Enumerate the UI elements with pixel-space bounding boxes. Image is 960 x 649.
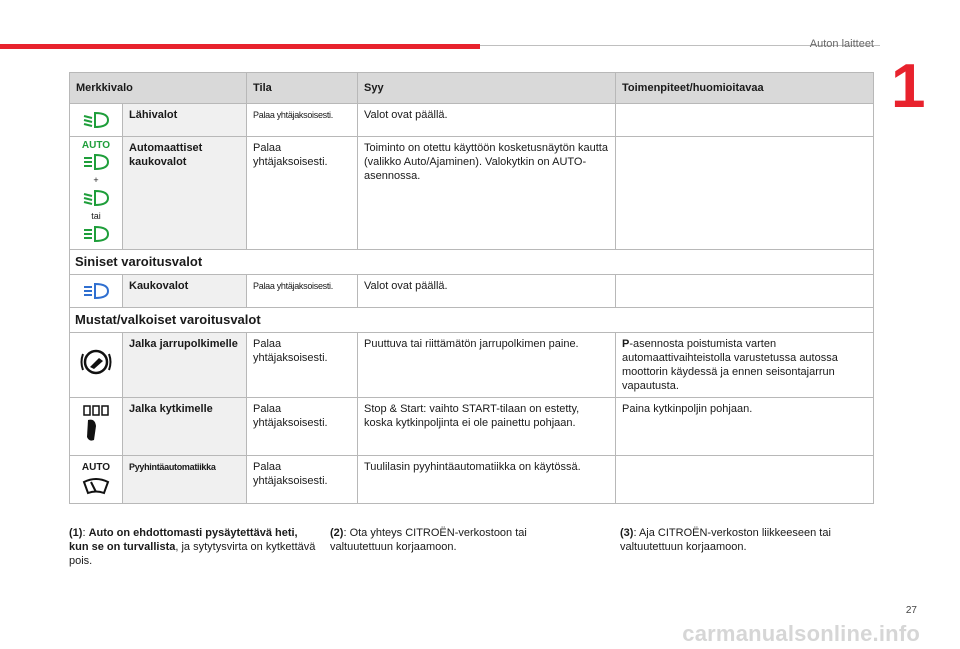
row-state: Palaa yhtäjaksoisesti. <box>247 104 358 137</box>
footnote-1-ref: (1) <box>69 527 83 539</box>
footnote-2-text: : Ota yhteys CITROËN-verkostoon tai valtuutettuun korjaamoon. <box>330 527 527 553</box>
chapter-number: 1 <box>891 52 926 121</box>
table-header-row <box>70 73 874 104</box>
low-beam-icon <box>81 189 111 207</box>
row-name: Jalka jarrupolkimelle <box>123 333 247 398</box>
header-tila: Tila <box>247 73 358 104</box>
table-row <box>70 275 874 308</box>
footnote-3 <box>620 526 870 554</box>
header-merkkivalo: Merkkivalo <box>70 73 247 104</box>
row-action-text: -asennosta poistumista varten automaattivaihteistolla varustetussa autossa moottorin käydessä ja ennen seisontajarrun vapautusta. <box>622 338 838 392</box>
row-action <box>616 333 874 398</box>
row-action <box>616 456 874 504</box>
header-toimenpiteet: Toimenpiteet/huomioitavaa <box>616 73 874 104</box>
watermark: carmanualsonline.info <box>682 621 920 646</box>
foot-clutch-cell <box>70 398 123 456</box>
table-row <box>70 104 874 137</box>
section-row <box>70 308 874 333</box>
auto-wiper-icon <box>81 476 111 496</box>
row-cause: Stop & Start: vaihto START-tilaan on estetty, koska kytkinpoljinta ei ole painettu pohjaan. <box>358 398 616 456</box>
high-beam-cell <box>70 275 123 308</box>
section-title-siniset: Siniset varoitusvalot <box>70 250 874 275</box>
row-action <box>616 137 874 250</box>
footnote-1-text: , ja sytytysvirta on kytkettävä pois. <box>69 541 316 567</box>
row-state: Palaa yhtäjaksoisesti. <box>247 398 358 456</box>
plus-label: + <box>93 175 99 185</box>
foot-brake-icon <box>79 345 113 379</box>
section-row <box>70 250 874 275</box>
row-name: Pyyhintäautomatiikka <box>123 456 247 504</box>
table-row <box>70 333 874 398</box>
warning-lights-table <box>69 72 874 504</box>
footnote-1-bold: Auto on ehdottomasti pysäytettävä heti, kun se on turvallista <box>69 527 298 553</box>
auto-high-beam-icon <box>81 153 111 171</box>
row-name: Automaattiset kaukovalot <box>123 137 247 250</box>
section-title: Auton laitteet <box>809 38 874 50</box>
table-row <box>70 137 874 250</box>
row-action <box>616 275 874 308</box>
auto-wiper-cell <box>70 456 123 504</box>
foot-clutch-icon <box>79 404 113 444</box>
row-name: Kaukovalot <box>123 275 247 308</box>
low-beam-icon <box>81 110 111 130</box>
row-cause: Toiminto on otettu käyttöön kosketusnäytön kautta (valikko Auto/Ajaminen). Valokytkin on AUTO-asennossa. <box>358 137 616 250</box>
auto-high-beam-cell <box>70 137 123 250</box>
row-name: Lähivalot <box>123 104 247 137</box>
high-beam-icon <box>81 225 111 243</box>
row-cause: Puuttuva tai riittämätön jarrupolkimen paine. <box>358 333 616 398</box>
row-state: Palaa yhtäjaksoisesti. <box>247 456 358 504</box>
auto-label: AUTO <box>81 140 111 151</box>
row-cause: Tuulilasin pyyhintäautomatiikka on käytössä. <box>358 456 616 504</box>
row-action <box>616 104 874 137</box>
table-row <box>70 398 874 456</box>
footnote-2-ref: (2) <box>330 527 344 539</box>
row-cause: Valot ovat päällä. <box>358 104 616 137</box>
header-syy: Syy <box>358 73 616 104</box>
footnote-1: (1): Auto on ehdottomasti pysäytettävä heti, kun se on turvallista, ja sytytysvirta on kytkettävä pois. <box>69 527 316 567</box>
footnote-2 <box>330 526 590 554</box>
footnote-3-ref: (3) <box>620 527 634 539</box>
row-state: Palaa yhtäjaksoisesti. <box>247 333 358 398</box>
row-action: Paina kytkinpoljin pohjaan. <box>616 398 874 456</box>
row-state: Palaa yhtäjaksoisesti. <box>247 275 358 308</box>
foot-brake-cell <box>70 333 123 398</box>
footnote-3-text: : Aja CITROËN-verkoston liikkeeseen tai valtuutettuun korjaamoon. <box>620 527 831 553</box>
table-row <box>70 456 874 504</box>
row-state: Palaa yhtäjaksoisesti. <box>247 137 358 250</box>
row-cause: Valot ovat päällä. <box>358 275 616 308</box>
row-action-bold: P <box>622 338 630 350</box>
auto-label: AUTO <box>81 462 111 473</box>
row-name: Jalka kytkimelle <box>123 398 247 456</box>
page-number: 27 <box>905 605 917 616</box>
high-beam-icon <box>81 281 111 301</box>
low-beam-cell <box>70 104 123 137</box>
section-title-mustat: Mustat/valkoiset varoitusvalot <box>70 308 874 333</box>
or-label: tai <box>91 211 101 221</box>
accent-bar <box>0 44 480 49</box>
